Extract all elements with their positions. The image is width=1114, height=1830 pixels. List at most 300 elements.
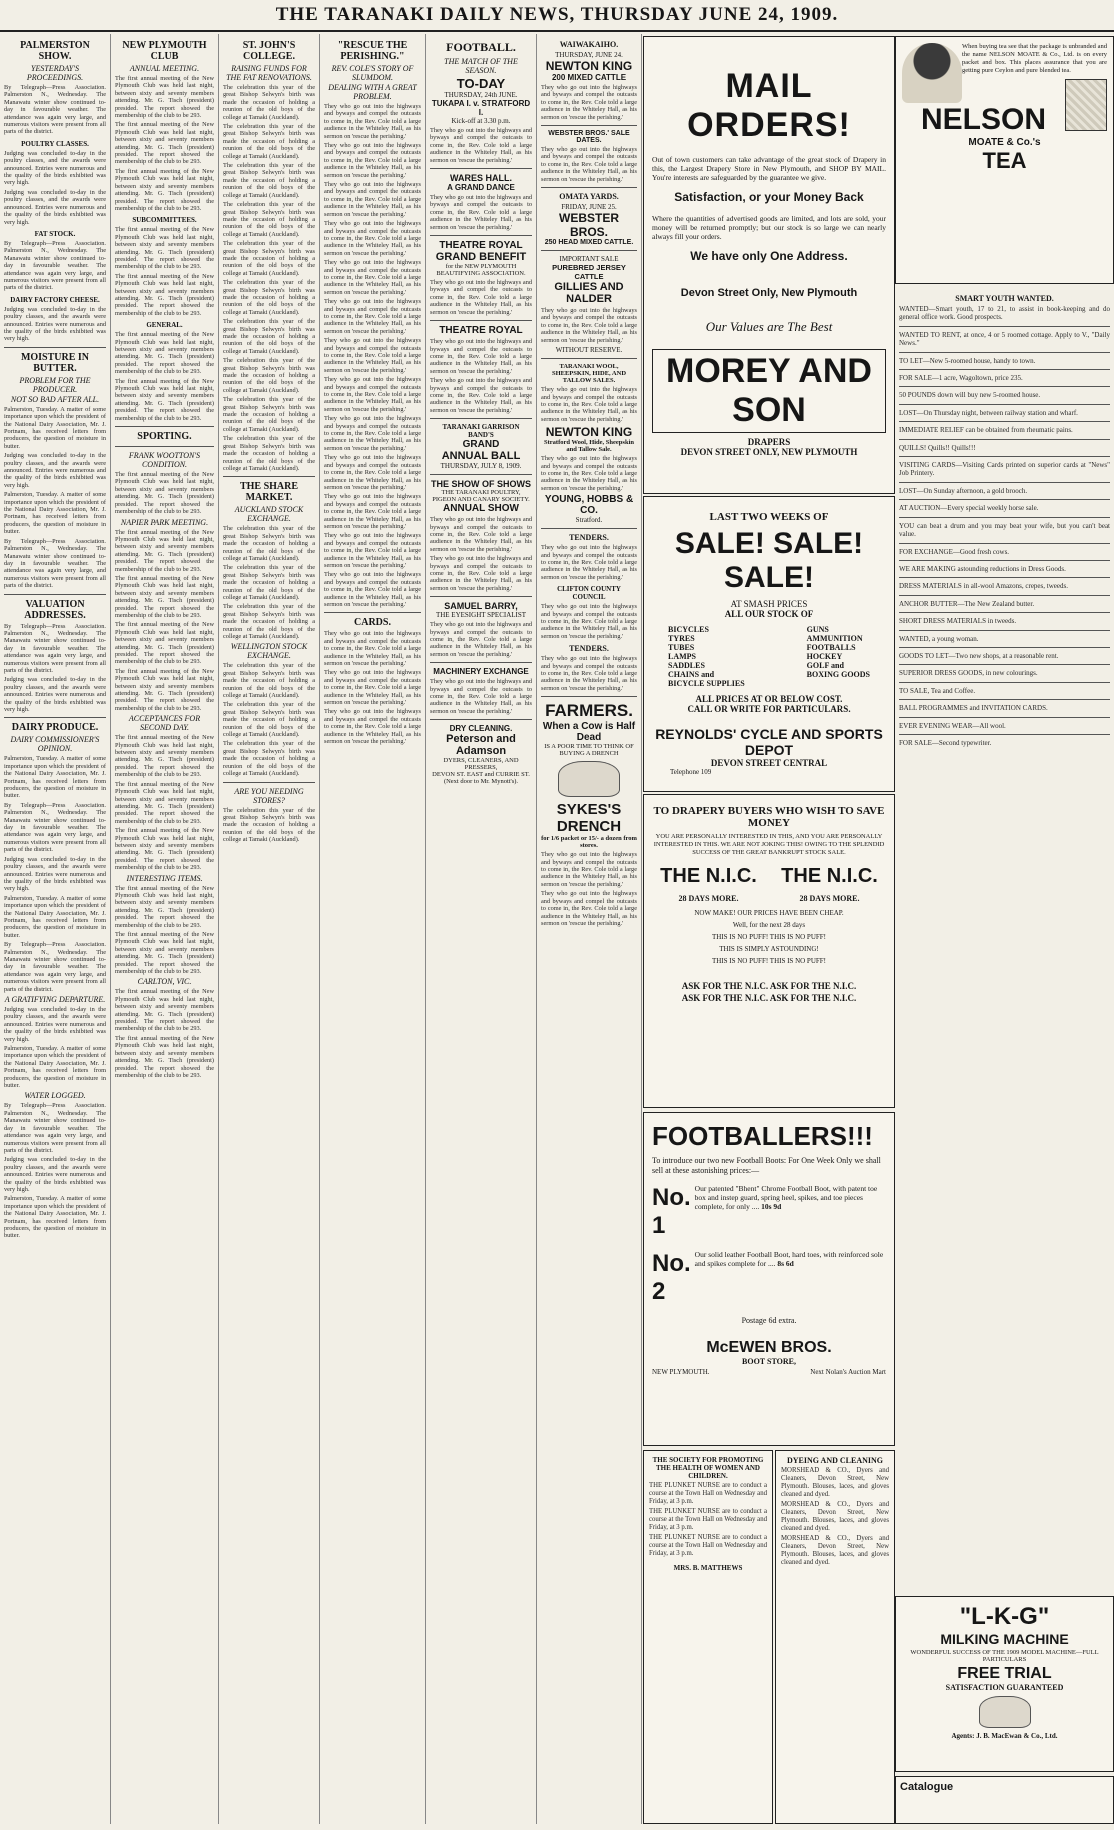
- divider: [899, 404, 1110, 405]
- divider: [899, 630, 1110, 631]
- cow-illustration: [558, 761, 620, 797]
- classified-ad: WANTED—Smart youth, 17 to 21, to assist in book-keeping and do general office work. Good prospects.: [899, 305, 1110, 322]
- article-text: They who go out into the highways and byways and compel the outcasts to come in, the Rev. Cole told a large audience in the Whiteley Hall, as his sermon on 'rescue the perishing.': [541, 603, 637, 640]
- ad-text: THE PLUNKET NURSE are to conduct a course at the Town Hall on Wednesday and Friday, at 3 p.m.: [649, 1482, 767, 1505]
- article-text: The first annual meeting of the New Plymouth Club was held last night, between sixty and seventy members attending. Mr. G. Tisch (president) presided. The report showed the membership of the club to be 293.: [115, 827, 214, 872]
- divider: [541, 528, 637, 529]
- ad-line: Postage 6d extra.: [741, 1316, 797, 1325]
- article-text: They who go out into the highways and byways and compel the outcasts to come in, the Rev. Cole told a large audience in the Whiteley Hall, as his sermon on 'rescue the perishing.': [324, 493, 421, 530]
- sale-item: BOXING GOODS: [806, 670, 870, 679]
- classified-ad: WANTED TO RENT, at once, 4 or 5 roomed cottage. Apply to V., "Daily News.": [899, 330, 1110, 348]
- notice-heading: DRY CLEANING.: [449, 724, 513, 734]
- ad-text: Where the quantities of advertised goods are limited, and lots are sold, your money will be returned promptly; but our stock is so large we can nearly always fill your orders.: [652, 214, 886, 241]
- sale-item: TYRES: [668, 634, 695, 643]
- article-text: The celebration this year of the great Bishop Selwyn's birth was made the occasion of holding a reunion of the old boys of the college at Tamaki (Auckland).: [223, 201, 315, 238]
- notice-heading: THEATRE ROYAL: [439, 325, 523, 337]
- sale-banner: SALE! SALE! SALE!: [674, 527, 864, 594]
- article-text: Judging was concluded to-day in the poultry classes, and the awards were announced. Entries were numerous and the quality of the birds exhibited was very high.: [4, 149, 106, 187]
- classified-ad: IMMEDIATE RELIEF can be obtained from rheumatic pains.: [899, 426, 1073, 435]
- ad-line: WONDERFUL SUCCESS OF THE 1909 MODEL MACHINE—FULL PARTICULARS: [910, 1649, 1099, 1663]
- article-text: They who go out into the highways and byways and compel the outcasts to come in, the Rev. Cole told a large audience in the Whiteley Hall, as his sermon on 'rescue the perishing.': [541, 307, 637, 344]
- ad-heading: LAST TWO WEEKS OF: [709, 511, 829, 523]
- ad-tagline: Our Values are The Best: [705, 319, 833, 334]
- article-text: They who go out into the highways and byways and compel the outcasts to come in, the Rev. Cole told a large audience in the Whiteley Hall, as his sermon on 'rescue the perishing.': [324, 669, 421, 707]
- article-text: Palmerston, Tuesday. A matter of some importance upon which the president of the National Dairy Association, Mr. J. Portnam, has received letters from producers, the question of moisture in butter.: [4, 1045, 106, 1090]
- notice-heading: ANNUAL BALL: [441, 450, 521, 463]
- headline: OMATA YARDS.: [559, 192, 619, 202]
- article-text: They who go out into the highways and byways and compel the outcasts to come in, the Rev. Cole told a large audience in the Whiteley Hall, as his sermon on 'rescue the perishing.': [324, 220, 421, 257]
- headline: ST. JOHN'S COLLEGE.: [242, 40, 296, 62]
- article-text: The celebration this year of the great Bishop Selwyn's birth was made the occasion of holding a reunion of the old boys of the college at Tamaki (Auckland).: [223, 240, 315, 277]
- lkg-logo: "L-K-G": [959, 1603, 1050, 1630]
- article-text: Judging was concluded to-day in the poultry classes, and the awards were announced. Entries were numerous and the quality of the birds exhibited was very high.: [4, 305, 106, 343]
- article-text: The first annual meeting of the New Plymouth Club was held last night, between sixty and seventy members attending. Mr. G. Tisch (president) presided. The report showed the membership of the club to be 293.: [115, 331, 214, 376]
- classified-ad: WANTED, a young woman.: [899, 634, 979, 643]
- classified-ad: SUPERIOR DRESS GOODS, in new colourings.: [899, 669, 1038, 678]
- ad-text: Out of town customers can take advantage of the great stock of Drapery in this, the Largest Drapery Store in New Plymouth, and SHOP BY MAIL. You're interests are safeguarded by the guarantee we give.: [652, 155, 886, 182]
- article-text: By Telegraph—Press Association. Palmerston N., Wednesday. The Manawatu winter show continued to-day in favourable weather. The attendance was again very large, and numerous visitors were present from all parts of the district.: [4, 84, 106, 136]
- notice-heading: ANNUAL SHOW: [443, 503, 519, 515]
- ad-line: ASK FOR THE N.I.C. ASK FOR THE N.I.C.: [681, 993, 857, 1003]
- sale-item-lists: [668, 625, 870, 688]
- notice-line: WITHOUT RESERVE.: [555, 346, 623, 355]
- nic-drapery-ad: [643, 794, 895, 1108]
- article-text: They who go out into the highways and byways and compel the outcasts to come in, the Rev. Cole told a large audience in the Whiteley Hall, as his sermon on 'rescue the perishing.': [324, 454, 421, 491]
- subheadline: ARE YOU NEEDING STORES?: [234, 786, 304, 805]
- divider: [324, 612, 421, 613]
- masthead: [0, 0, 1114, 32]
- sale-item: GUNS: [806, 625, 829, 634]
- subheadline: DEALING WITH A GREAT PROBLEM.: [328, 83, 417, 101]
- notice-heading: MACHINERY EXCHANGE: [433, 667, 529, 677]
- notice-heading: TARANAKI GARRISON BAND'S: [442, 423, 520, 440]
- article-text: By Telegraph—Press Association. Palmerston N., Wednesday. The Manawatu winter show continued to-day in favourable weather. The attendance was again very large, and numerous visitors were present from all parts of the district.: [4, 941, 106, 993]
- notice-heading: 200 MIXED CATTLE: [551, 73, 627, 82]
- sale-item: LAMPS: [668, 652, 696, 661]
- headline: MOISTURE IN BUTTER.: [20, 351, 90, 374]
- divider: [899, 439, 1110, 440]
- subheadline: YESTERDAY'S PROCEEDINGS.: [26, 64, 84, 82]
- article-text: Judging was concluded to-day in the poultry classes, and the awards were announced. Entries were numerous and the quality of the birds exhibited was very high.: [4, 452, 106, 489]
- lady-illustration: [902, 43, 962, 103]
- divider: [430, 596, 532, 597]
- boot-description-text: Our patented "Bhent" Chrome Football Boot, with patent toe box and instep guard, spring heel, spikes, and toe pieces complete, for only ....: [694, 1184, 878, 1211]
- subheadline: DAIRY COMMISSIONER'S OPINION.: [10, 735, 100, 754]
- article-text: The celebration this year of the great Bishop Selwyn's birth was made the occasion of holding a reunion of the old boys of the college at Tamaki (Auckland).: [223, 701, 315, 739]
- classified-ad: 50 POUNDS down will buy new 5-roomed house.: [899, 391, 1041, 400]
- subheadline: NOT SO BAD AFTER ALL.: [10, 394, 100, 404]
- article-text: They who go out into the highways and byways and compel the outcasts to come in, the Rev. Cole told a large audience in the Whiteley Hall, as his sermon on 'rescue the perishing.': [324, 415, 421, 452]
- notice-heading: Peterson and Adamson: [446, 733, 516, 758]
- ad-heading: FREE TRIAL: [957, 1665, 1052, 1682]
- notice-heading: When a Cow is Half Dead: [542, 721, 636, 744]
- subheadline: ANNUAL MEETING.: [129, 64, 200, 73]
- boot-description: [695, 1250, 886, 1268]
- article-text: They who go out into the highways and byways and compel the outcasts to come in, the Rev. Cole told a large audience in the Whiteley Hall, as his sermon on 'rescue the perishing.': [541, 386, 637, 423]
- section-heading: POULTRY CLASSES.: [21, 139, 89, 148]
- section-heading: FAT STOCK.: [34, 229, 76, 238]
- ad-line: MRS. B. MATTHEWS: [673, 1564, 743, 1572]
- divider: [899, 517, 1110, 518]
- notice-heading: WARES HALL.: [450, 173, 512, 184]
- divider: [4, 347, 106, 348]
- ad-line: NOW MAKE! OUR PRICES HAVE BEEN CHEAP.: [694, 909, 844, 917]
- article-text: The first annual meeting of the New Plymouth Club was held last night, between sixty and seventy members attending. Mr. G. Tisch (president) presided. The report showed the membership of the club to be 293.: [115, 167, 214, 212]
- article-text: The first annual meeting of the New Plymouth Club was held last night, between sixty and seventy members attending. Mr. G. Tisch (president) presided. The report showed the membership of the club to be 293.: [115, 780, 214, 825]
- article-text: The first annual meeting of the New Plymouth Club was held last night, between sixty and seventy members attending. Mr. G. Tisch (president) presided. The report showed the membership of the club to be 293.: [115, 988, 214, 1033]
- divider: [4, 594, 106, 595]
- ad-line: ASK FOR THE N.I.C. ASK FOR THE N.I.C.: [681, 981, 857, 991]
- reynolds-sale-ad: [643, 496, 895, 792]
- ad-line: CALL OR WRITE FOR PARTICULARS.: [687, 704, 851, 714]
- article-text: The first annual meeting of the New Plymouth Club was held last night, between sixty and seventy members attending. Mr. G. Tisch (president) presided. The report showed the membership of the club to be 293.: [115, 121, 214, 166]
- divider: [899, 560, 1110, 561]
- divider: [541, 696, 637, 697]
- article-text: They who go out into the highways and byways and compel the outcasts to come in, the Rev. Cole told a large audience in the Whiteley Hall, as his sermon on 'rescue the perishing.': [430, 621, 532, 658]
- article-text: The first annual meeting of the New Plymouth Club was held last night, between sixty and seventy members attending. Mr. G. Tisch (president) presided. The report showed the membership of the club to be 293.: [115, 931, 214, 976]
- article-text: They who go out into the highways and byways and compel the outcasts to come in, the Rev. Cole told a large audience in the Whiteley Hall, as his sermon on 'rescue the perishing.': [324, 376, 421, 413]
- article-text: The celebration this year of the great Bishop Selwyn's birth was made the occasion of holding a reunion of the old boys of the college at Tamaki (Auckland).: [223, 603, 315, 640]
- article-text: The first annual meeting of the New Plymouth Club was held last night, between sixty and seventy members attending. Mr. G. Tisch (president) presided. The report showed the membership of the club to be 293.: [115, 884, 214, 929]
- classified-ad: TO SALE, Tea and Coffee.: [899, 686, 976, 695]
- notice-heading: PUREBRED JERSEY CATTLE: [552, 263, 626, 282]
- ad-line: 28 DAYS MORE.: [799, 894, 860, 903]
- notice-line: for 1/6 packet or 15/- a dozen from stores.: [541, 835, 637, 850]
- ad-line: Next Nolan's Auction Mart: [810, 1368, 886, 1376]
- sale-item: GOLF and: [806, 661, 844, 670]
- notice-line: DEVON ST. EAST and CURRIE ST. (Next door to Mr. Mynott's).: [432, 771, 530, 786]
- headline: TENDERS.: [569, 644, 609, 654]
- notice-heading: NEWTON KING: [545, 59, 633, 73]
- subheadline: FRANK WOOTTON'S CONDITION.: [128, 451, 201, 470]
- ad-text: MORSHEAD & CO., Dyers and Cleaners, Devon Street, New Plymouth. Blouses, laces, and gloves cleaned and dyed.: [781, 1467, 889, 1498]
- article-text: They who go out into the highways and byways and compel the outcasts to come in, the Rev. Cole told a large audience in the Whiteley Hall, as his sermon on 'rescue the perishing.': [541, 84, 637, 121]
- section-heading: GENERAL.: [146, 321, 183, 330]
- notice-heading: WEBSTER BROS.: [559, 211, 619, 240]
- section-heading: DAIRY FACTORY CHEESE.: [10, 295, 100, 304]
- article-text: The first annual meeting of the New Plymouth Club was held last night, between sixty and seventy members attending. Mr. G. Tisch (president) presided. The report showed the membership of the club to be 293.: [115, 377, 214, 422]
- notice-heading: SYKES'S: [556, 801, 622, 819]
- mail-orders-ad: [643, 36, 895, 494]
- column-club: [111, 34, 219, 1824]
- column-rescue: [320, 34, 426, 1824]
- ad-text: To introduce our two new Football Boots: For One Week Only we shall sell at these astonishing prices:—: [652, 1156, 881, 1175]
- article-text: The first annual meeting of the New Plymouth Club was held last night, between sixty and seventy members attending. Mr. G. Tisch (president) presided. The report showed the membership of the club to be 293.: [115, 574, 214, 619]
- ad-text: YOU ARE PERSONALLY INTERESTED IN THIS, AND YOU ARE PERSONALLY INTERESTED IN THIS. WE ARE NOT JOKING THIS! OWING TO THE SPLENDID SUCCESS OF THE GREAT BANKRUPT STOCK SALE.: [653, 833, 885, 856]
- classified-ad: VISITING CARDS—Visiting Cards printed on superior cards at "News" Job Printery.: [899, 461, 1110, 478]
- article-text: They who go out into the highways and byways and compel the outcasts to come in, the Rev. Cole told a large audience in the Whiteley Hall, as his sermon on 'rescue the perishing.': [324, 298, 421, 335]
- article-text: The first annual meeting of the New Plymouth Club was held last night, between sixty and seventy members attending. Mr. G. Tisch (president) presided. The report showed the membership of the club to be 293.: [115, 667, 214, 712]
- article-text: The celebration this year of the great Bishop Selwyn's birth was made the occasion of holding a reunion of the old boys of the college at Tamaki (Auckland).: [223, 396, 315, 433]
- column-palmerston: [0, 34, 111, 1824]
- headline: TENDERS.: [569, 533, 609, 543]
- ad-heading: Catalogue: [900, 1781, 954, 1793]
- catalogue-ad: [895, 1776, 1114, 1824]
- headline: SPORTING.: [137, 431, 192, 443]
- article-text: Palmerston, Tuesday. A matter of some importance upon which the president of the National Dairy Association, Mr. J. Portnam, has received letters from producers, the question of moisture in butter.: [4, 755, 106, 800]
- morey-and-son-logo: MOREY AND SON: [652, 349, 886, 433]
- nic-logo: THE N.I.C.: [781, 865, 878, 887]
- article-text: They who go out into the highways and byways and compel the outcasts to come in, the Rev. Cole told a large audience in the Whiteley Hall, as his sermon on 'rescue the perishing.': [324, 259, 421, 296]
- divider: [899, 647, 1110, 648]
- ad-sub: DRAPERS: [747, 437, 791, 447]
- article-text: They who go out into the highways and byways and compel the outcasts to come in, the Rev. Cole told a large audience in the Whiteley Hall, as his sermon on 'rescue the perishing.': [430, 516, 532, 553]
- divider: [430, 235, 532, 236]
- classified-ad: WE ARE MAKING astounding reductions in Dress Goods.: [899, 564, 1066, 573]
- notice-line: for the NEW PLYMOUTH BEAUTIFYING ASSOCIATION.: [436, 263, 526, 278]
- boot-no1: [652, 1184, 886, 1240]
- column-college: [219, 34, 320, 1824]
- article-text: The first annual meeting of the New Plymouth Club was held last night, between sixty and seventy members attending. Mr. G. Tisch (president) presided. The report showed the membership of the club to be 293.: [115, 1034, 214, 1079]
- divider: [899, 421, 1110, 422]
- headline: FOOTBALL.: [446, 40, 516, 54]
- article-text: By Telegraph—Press Association. Palmerston N., Wednesday. The Manawatu winter show continued to-day in favourable weather. The attendance was again very large, and numerous visitors were present from all parts of the district.: [4, 239, 106, 292]
- notice-heading: TO-DAY: [456, 76, 506, 91]
- ad-line: THIS IS SIMPLY ASTOUNDING!: [719, 945, 819, 953]
- reynolds-logo: REYNOLDS' CYCLE AND SPORTS DEPOT: [655, 726, 883, 758]
- article-text: Judging was concluded to-day in the poultry classes, and the awards were announced. Entries were numerous and the quality of the birds exhibited was very high.: [4, 188, 106, 226]
- divider: [430, 474, 532, 475]
- notice-line: THE TARANAKI POULTRY, PIGEON AND CANARY SOCIETY.: [432, 489, 530, 504]
- divider: [899, 734, 1110, 735]
- divider: [899, 482, 1110, 483]
- divider: [899, 386, 1110, 387]
- article-text: They who go out into the highways and byways and compel the outcasts to come in, the Rev. Cole told a large audience in the Whiteley Hall, as his sermon on 'rescue the perishing.': [541, 851, 637, 888]
- notice-heading: WEBSTER BROS.' SALE DATES.: [548, 130, 630, 145]
- divider: [430, 168, 532, 169]
- ad-heading: Devon Street Only, New Plymouth: [680, 287, 858, 299]
- nelson-tea-ad: [895, 36, 1114, 284]
- ad-text: MORSHEAD & CO., Dyers and Cleaners, Devon Street, New Plymouth. Blouses, laces, and gloves cleaned and dyed.: [781, 1535, 889, 1566]
- notice-heading: TUKAPA I. v. STRATFORD I.: [431, 99, 531, 117]
- notice-heading: SAMUEL BARRY,: [444, 601, 518, 612]
- classified-ad: FOR SALE—Second typewriter.: [899, 738, 992, 747]
- nic-logo: THE N.I.C.: [660, 865, 757, 887]
- article-text: They who go out into the highways and byways and compel the outcasts to come in, the Rev. Cole told a large audience in the Whiteley Hall, as his sermon on 'rescue the perishing.': [324, 181, 421, 218]
- sale-item: TUBES: [668, 643, 695, 652]
- notice-heading: THEATRE ROYAL: [439, 240, 523, 252]
- classified-ad: EVER EVENING WEAR—All wool.: [899, 721, 1006, 730]
- subheadline: RAISING FUNDS FOR THE FAT RENOVATIONS.: [226, 64, 312, 82]
- dyeing-ad: [775, 1450, 895, 1824]
- article-text: They who go out into the highways and byways and compel the outcasts to come in, the Rev. Cole told a large audience in the Whiteley Hall, as his sermon on 'rescue the perishing.': [430, 377, 532, 414]
- ad-line: Telephone 109: [670, 768, 712, 776]
- boot-number: No. 1: [652, 1184, 691, 1239]
- article-text: The celebration this year of the great Bishop Selwyn's birth was made the occasion of holding a reunion of the old boys of the college at Tamaki (Auckland).: [223, 740, 315, 778]
- article-text: By Telegraph—Press Association. Palmerston N., Wednesday. The Manawatu winter show continued to-day in favourable weather. The attendance was again very large, and numerous visitors were present from all parts of the district.: [4, 801, 106, 854]
- subheadline: CARLTON, VIC.: [137, 977, 192, 987]
- article-text: They who go out into the highways and byways and compel the outcasts to come in, the Rev. Cole told a large audience in the Whiteley Hall, as his sermon on 'rescue the perishing.': [541, 544, 637, 581]
- ad-heading: THE SOCIETY FOR PROMOTING THE HEALTH OF WOMEN AND CHILDREN.: [652, 1456, 764, 1480]
- divider: [899, 699, 1110, 700]
- section-heading: SMART YOUTH WANTED.: [955, 294, 1054, 303]
- column-entertainments: [426, 34, 537, 1824]
- notice-heading: YOUNG, HOBBS & CO.: [544, 494, 634, 517]
- notice-line: DYERS, CLEANERS, AND PRESSERS,: [443, 757, 519, 772]
- classified-ad: QUILLS! Quills!! Quills!!!: [899, 443, 976, 452]
- nelson-logo: NELSON: [920, 103, 1046, 136]
- article-text: Palmerston, Tuesday. A matter of some importance upon which the president of the National Dairy Association, Mr. J. Portnam, has received letters from producers, the question of moisture in butter.: [4, 1195, 106, 1240]
- sale-item: SADDLES: [668, 661, 705, 670]
- column-stock-sales: [537, 34, 642, 1824]
- ad-line: ALL PRICES AT OR BELOW COST.: [695, 694, 843, 704]
- headline: CLIFTON COUNTY COUNCIL: [557, 585, 621, 602]
- ad-line: NEW PLYMOUTH.: [652, 1368, 710, 1376]
- notice-line: Kick-off at 3.30 p.m.: [451, 117, 511, 125]
- article-text: They who go out into the highways and byways and compel the outcasts to come in, the Rev. Cole told a large audience in the Whiteley Hall, as his sermon on 'rescue the perishing.': [324, 708, 421, 746]
- article-text: The first annual meeting of the New Plymouth Club was held last night, between sixty and seventy members attending. Mr. G. Tisch (president) presided. The report showed the membership of the club to be 293.: [115, 734, 214, 779]
- classified-ad: TO LET—New 5-roomed house, handy to town.: [899, 356, 1036, 365]
- article-text: They who go out into the highways and byways and compel the outcasts to come in, the Rev. Cole told a large audience in the Whiteley Hall, as his sermon on 'rescue the perishing.': [430, 555, 532, 592]
- subheadline: NAPIER PARK MEETING.: [120, 517, 209, 527]
- masthead-title: THE TARANAKI DAILY NEWS, THURSDAY JUNE 24, 1909.: [275, 4, 839, 25]
- article-text: They who go out into the highways and byways and compel the outcasts to come in, the Rev. Cole told a large audience in the Whiteley Hall, as his sermon on 'rescue the perishing.': [324, 571, 421, 608]
- divider: [430, 320, 532, 321]
- subheadline: WATER LOGGED.: [24, 1091, 86, 1101]
- divider: [899, 595, 1110, 596]
- article-text: The celebration this year of the great Bishop Selwyn's birth was made the occasion of holding a reunion of the old boys of the college at Tamaki (Auckland).: [223, 525, 315, 562]
- article-text: The celebration this year of the great Bishop Selwyn's birth was made the occasion of holding a reunion of the old boys of the college at Tamaki (Auckland).: [223, 806, 315, 844]
- article-text: The first annual meeting of the New Plymouth Club was held last night, between sixty and seventy members attending. Mr. G. Tisch (president) presided. The report showed the membership of the club to be 293.: [115, 226, 214, 271]
- article-text: Judging was concluded to-day in the poultry classes, and the awards were announced. Entries were numerous and the quality of the birds exhibited was very high.: [4, 676, 106, 713]
- ad-heading: MILKING MACHINE: [940, 1631, 1069, 1647]
- notice-heading: NEWTON KING: [545, 425, 633, 440]
- divider: [899, 664, 1110, 665]
- divider: [899, 717, 1110, 718]
- ad-line: DEVON STREET CENTRAL: [710, 758, 828, 768]
- classified-ad: YOU can beat a drum and you may beat your wife, but you can't beat value.: [899, 521, 1110, 539]
- notice-heading: GRAND BENEFIT: [435, 251, 527, 264]
- ad-line: THIS IS NO PUFF! THIS IS NO PUFF!: [711, 957, 827, 965]
- article-text: They who go out into the highways and byways and compel the outcasts to come in, the Rev. Cole told a large audience in the Whiteley Hall, as his sermon on 'rescue the perishing.': [430, 194, 532, 231]
- section-heading: SUBCOMMITTEES.: [132, 216, 197, 225]
- notice-line: IS A POOR TIME TO THINK OF BUYING A DRENCH: [544, 743, 634, 758]
- article-text: The celebration this year of the great Bishop Selwyn's birth was made the occasion of holding a reunion of the old boys of the college at Tamaki (Auckland).: [223, 84, 315, 121]
- classified-ad: DRESS MATERIALS in all-wool Amazons, crepes, tweeds.: [899, 582, 1068, 591]
- ad-line: 28 DAYS MORE.: [678, 894, 739, 903]
- sale-item: CHAINS and: [668, 670, 715, 679]
- boot-number: No. 2: [652, 1250, 691, 1305]
- article-text: They who go out into the highways and byways and compel the outcasts to come in, the Rev. Cole told a large audience in the Whiteley Hall, as his sermon on 'rescue the perishing.': [541, 890, 637, 927]
- boot-description-text: Our solid leather Football Boot, hard toes, with reinforced sole and spikes complete for ....: [694, 1250, 884, 1268]
- sale-item: FOOTBALLS: [806, 643, 856, 652]
- subheadline: A GRATIFYING DEPARTURE.: [4, 995, 106, 1004]
- article-text: They who go out into the highways and byways and compel the outcasts to come in, the Rev. Cole told a large audience in the Whiteley Hall, as his sermon on 'rescue the perishing.': [324, 142, 421, 179]
- ad-title: MAIL ORDERS!: [687, 67, 851, 144]
- divider: [899, 577, 1110, 578]
- notice-line: Stratford Wool, Hide, Sheepskin and Tallow Sale.: [544, 439, 634, 454]
- article-text: Palmerston, Tuesday. A matter of some importance upon which the president of the National Dairy Association, Mr. J. Portnam, has received letters from producers, the question of moisture in butter.: [4, 405, 106, 450]
- article-text: By Telegraph—Press Association. Palmerston N., Wednesday. The Manawatu winter show continued to-day in favourable weather. The attendance was again very large, and numerous visitors were present from all parts of the district.: [4, 1102, 106, 1154]
- boot-price: 10s 9d: [761, 1202, 782, 1211]
- notice-line: IMPORTANT SALE: [559, 255, 619, 264]
- article-text: The celebration this year of the great Bishop Selwyn's birth was made the occasion of holding a reunion of the old boys of the college at Tamaki (Auckland).: [223, 662, 315, 700]
- notice-heading: DRENCH: [556, 818, 622, 836]
- society-notice: [643, 1450, 773, 1824]
- divider: [223, 782, 315, 783]
- boot-no2: [652, 1250, 886, 1306]
- sale-item: HOCKEY: [806, 652, 843, 661]
- classified-ad: AT AUCTION—Every special weekly horse sale.: [899, 504, 1039, 513]
- divider: [899, 352, 1110, 353]
- article-text: The first annual meeting of the New Plymouth Club was held last night, between sixty and seventy members attending. Mr. G. Tisch (president) presided. The report showed the membership of the club to be 293.: [115, 471, 214, 516]
- sale-items-left: [668, 625, 745, 688]
- article-text: The celebration this year of the great Bishop Selwyn's birth was made the occasion of holding a reunion of the old boys of the college at Tamaki (Auckland).: [223, 318, 315, 355]
- ad-heading: DYEING AND CLEANING: [786, 1456, 883, 1465]
- article-text: They who go out into the highways and byways and compel the outcasts to come in, the Rev. Cole told a large audience in the Whiteley Hall, as his sermon on 'rescue the perishing.': [430, 678, 532, 715]
- article-text: They who go out into the highways and byways and compel the outcasts to come in, the Rev. Cole told a large audience in the Whiteley Hall, as his sermon on 'rescue the perishing.': [324, 532, 421, 569]
- ad-sub: MOATE & Co.'s: [968, 137, 1041, 148]
- article-text: They who go out into the highways and byways and compel the outcasts to come in, the Rev. Cole told a large audience in the Whiteley Hall, as his sermon on 'rescue the perishing.': [324, 337, 421, 374]
- ad-text: MORSHEAD & CO., Dyers and Cleaners, Devon Street, New Plymouth. Blouses, laces, and gloves cleaned and dyed.: [781, 1501, 889, 1532]
- cow-illustration: [979, 1696, 1031, 1728]
- article-text: Judging was concluded to-day in the poultry classes, and the awards were announced. Entries were numerous and the quality of the birds exhibited was very high.: [4, 1006, 106, 1043]
- classified-ad: SHORT DRESS MATERIALS in tweeds.: [899, 617, 1017, 626]
- divider: [4, 717, 106, 718]
- divider: [899, 326, 1110, 327]
- notice-line: THURSDAY, 24th JUNE.: [444, 91, 518, 99]
- ad-sub: TEA: [982, 148, 1027, 173]
- ad-text: When buying tea see that the package is unbranded and the name NELSON MOATE & Co., Ltd. is on every packet and box. This places assurance that you are getting pure Ceylon and pure blended tea.: [962, 43, 1107, 74]
- article-text: Judging was concluded to-day in the poultry classes, and the awards were announced. Entries were numerous and the quality of the birds exhibited was very high.: [4, 855, 106, 893]
- ad-line: Agents: J. B. MacEwan & Co., Ltd.: [951, 1732, 1058, 1740]
- headline: WAIWAKAIHO.: [559, 40, 619, 49]
- classified-ad: BALL PROGRAMMES and INVITATION CARDS.: [899, 704, 1048, 713]
- divider: [430, 418, 532, 419]
- article-text: Palmerston, Tuesday. A matter of some importance upon which the president of the National Dairy Association, Mr. J. Portnam, has received letters from producers, the question of moisture in butter.: [4, 491, 106, 536]
- nic-brands: [650, 865, 888, 888]
- article-text: They who go out into the highways and byways and compel the outcasts to come in, the Rev. Cole told a large audience in the Whiteley Hall, as his sermon on 'rescue the perishing.': [541, 655, 637, 692]
- ad-line: Well, for the next 28 days: [732, 921, 806, 929]
- article-text: The celebration this year of the great Bishop Selwyn's birth was made the occasion of holding a reunion of the old boys of the college at Tamaki (Auckland).: [223, 435, 315, 472]
- mcewen-address: [652, 1368, 886, 1376]
- divider: [430, 719, 532, 720]
- article-text: By Telegraph—Press Association. Palmerston N., Wednesday. The Manawatu winter show continued to-day in favourable weather. The attendance was again very large, and numerous visitors were present from all parts of the district.: [4, 537, 106, 590]
- mcewen-logo: McEWEN BROS.: [706, 1339, 832, 1356]
- ad-line: SATISFACTION GUARANTEED: [945, 1683, 1064, 1692]
- tea-package-icon: [1065, 79, 1107, 131]
- ad-line: BOOT STORE,: [742, 1357, 796, 1366]
- classified-ad: ANCHOR BUTTER—The New Zealand butter.: [899, 599, 1035, 608]
- subheadline: INTERESTING ITEMS.: [126, 873, 203, 883]
- divider: [223, 476, 315, 477]
- article-text: The first annual meeting of the New Plymouth Club was held last night, between sixty and seventy members attending. Mr. G. Tisch (president) presided. The report showed the membership of the club to be 293.: [115, 621, 214, 666]
- notice-line: FRIDAY, JUNE 25.: [561, 203, 617, 212]
- divider: [899, 612, 1110, 613]
- notice-heading: FARMERS.: [545, 701, 633, 721]
- headline: VALUATION ADDRESSES.: [24, 598, 86, 621]
- ad-line: AT SMASH PRICES: [730, 599, 808, 609]
- ad-text: THE PLUNKET NURSE are to conduct a course at the Town Hall on Wednesday and Friday, at 3 p.m.: [649, 1534, 767, 1557]
- article-text: The celebration this year of the great Bishop Selwyn's birth was made the occasion of holding a reunion of the old boys of the college at Tamaki (Auckland).: [223, 564, 315, 601]
- classifieds-column: [895, 288, 1114, 1824]
- headline: THE SHARE MARKET.: [239, 481, 299, 504]
- ad-heading: We have only One Address.: [690, 249, 848, 263]
- article-text: The first annual meeting of the New Plymouth Club was held last night, between sixty and seventy members attending. Mr. G. Tisch (president) presided. The report showed the membership of the club to be 293.: [115, 528, 214, 573]
- article-text: The first annual meeting of the New Plymouth Club was held last night, between sixty and seventy members attending. Mr. G. Tisch (president) presided. The report showed the membership of the club to be 293.: [115, 75, 214, 120]
- article-text: Palmerston, Tuesday. A matter of some importance upon which the president of the National Dairy Association, Mr. J. Portnam, has received letters from producers, the question of moisture in butter.: [4, 894, 106, 939]
- notice-line: THURSDAY, JUNE 24.: [555, 51, 623, 59]
- headline: DAIRY PRODUCE.: [11, 722, 99, 734]
- classified-ad: LOST—On Sunday afternoon, a gold brooch.: [899, 486, 1028, 495]
- divider: [541, 250, 637, 251]
- ad-text: THE PLUNKET NURSE are to conduct a course at the Town Hall on Wednesday and Friday, at 3 p.m.: [649, 1508, 767, 1531]
- article-text: They who go out into the highways and byways and compel the outcasts to come in, the Rev. Cole told a large audience in the Whiteley Hall, as his sermon on 'rescue the perishing.': [430, 127, 532, 164]
- divider: [115, 446, 214, 447]
- ad-line: ALL OUR STOCK OF: [724, 609, 814, 619]
- headline: PALMERSTON SHOW.: [20, 40, 90, 62]
- subheadline: AUCKLAND STOCK EXCHANGE.: [234, 505, 304, 524]
